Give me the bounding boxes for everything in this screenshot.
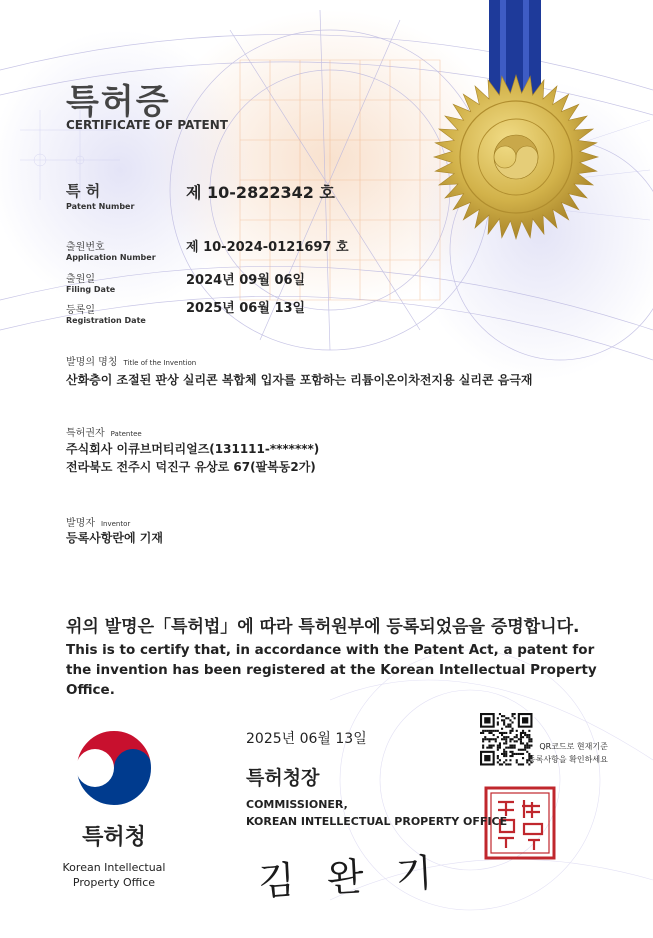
- patent-number-value: 제 10-2822342 호: [186, 183, 335, 202]
- certification-statement-ko: 위의 발명은「특허법」에 따라 특허원부에 등록되었음을 증명합니다.: [66, 617, 580, 637]
- certificate-title-en: CERTIFICATE OF PATENT: [66, 118, 228, 132]
- application-number-value: 제 10-2024-0121697 호: [186, 240, 349, 255]
- patentee-label-en: Patentee: [110, 430, 142, 438]
- certification-statement-en: This is to certify that, in accordance with the Patent Act, a patent for the invention has been registered at the Korean Intellectual Property Office.: [66, 642, 597, 698]
- commissioner-title-ko: 특허청장: [246, 767, 320, 789]
- invention-title-label: [66, 353, 196, 368]
- issue-date: 2025년 06월 13일: [246, 731, 367, 747]
- qr-code: [478, 711, 535, 768]
- application-number-label-ko: 출원번호: [66, 242, 105, 253]
- patentee-name: 주식회사 이큐브머티리얼즈(131111-*******): [66, 442, 320, 456]
- invention-title-label-en: Title of the Invention: [123, 359, 197, 367]
- inventor-label: [66, 514, 130, 529]
- invention-title-value: 산화층이 조절된 판상 실리콘 복합체 입자를 포함하는 리튬이온이차전지용 실리콘 음극재: [66, 373, 533, 387]
- agency-name-ko: 특허청: [82, 825, 146, 850]
- filing-date-value: 2024년 09월 06일: [186, 273, 306, 288]
- inventor-label-en: Inventor: [100, 520, 131, 528]
- agency-name-en: Korean Intellectual Property Office: [62, 861, 166, 889]
- application-number-label-en: Application Number: [66, 253, 156, 262]
- qr-instruction-note: QR코드로 현재기준 등록사항을 확인하세요: [528, 742, 608, 764]
- kipo-taegeuk-logo: [76, 730, 152, 806]
- registration-date-label-ko: 등록일: [66, 305, 95, 316]
- filing-date-label-ko: 출원일: [66, 274, 95, 285]
- commissioner-signature: 김 완 기: [257, 850, 444, 904]
- invention-title-label-ko: 발명의 명칭: [66, 357, 118, 368]
- patentee-address: 전라북도 전주시 덕진구 유상로 67(팔복동2가): [66, 460, 316, 474]
- registration-date-label-en: Registration Date: [66, 316, 146, 325]
- registration-date-value: 2025년 06월 13일: [186, 301, 306, 316]
- inventor-label-ko: 발명자: [66, 518, 95, 529]
- filing-date-label-en: Filing Date: [66, 285, 116, 294]
- patent-number-label-ko: 특 허: [66, 182, 101, 200]
- patent-number-label-en: Patent Number: [66, 202, 135, 211]
- inventor-value: 등록사항란에 기재: [66, 531, 163, 545]
- certificate-title-ko: 특허증: [66, 82, 171, 122]
- patentee-label-ko: 특허권자: [66, 428, 105, 439]
- commissioner-title-en: COMMISSIONER, KOREAN INTELLECTUAL PROPERTY OFFICE: [246, 798, 508, 828]
- patentee-label: [66, 424, 142, 439]
